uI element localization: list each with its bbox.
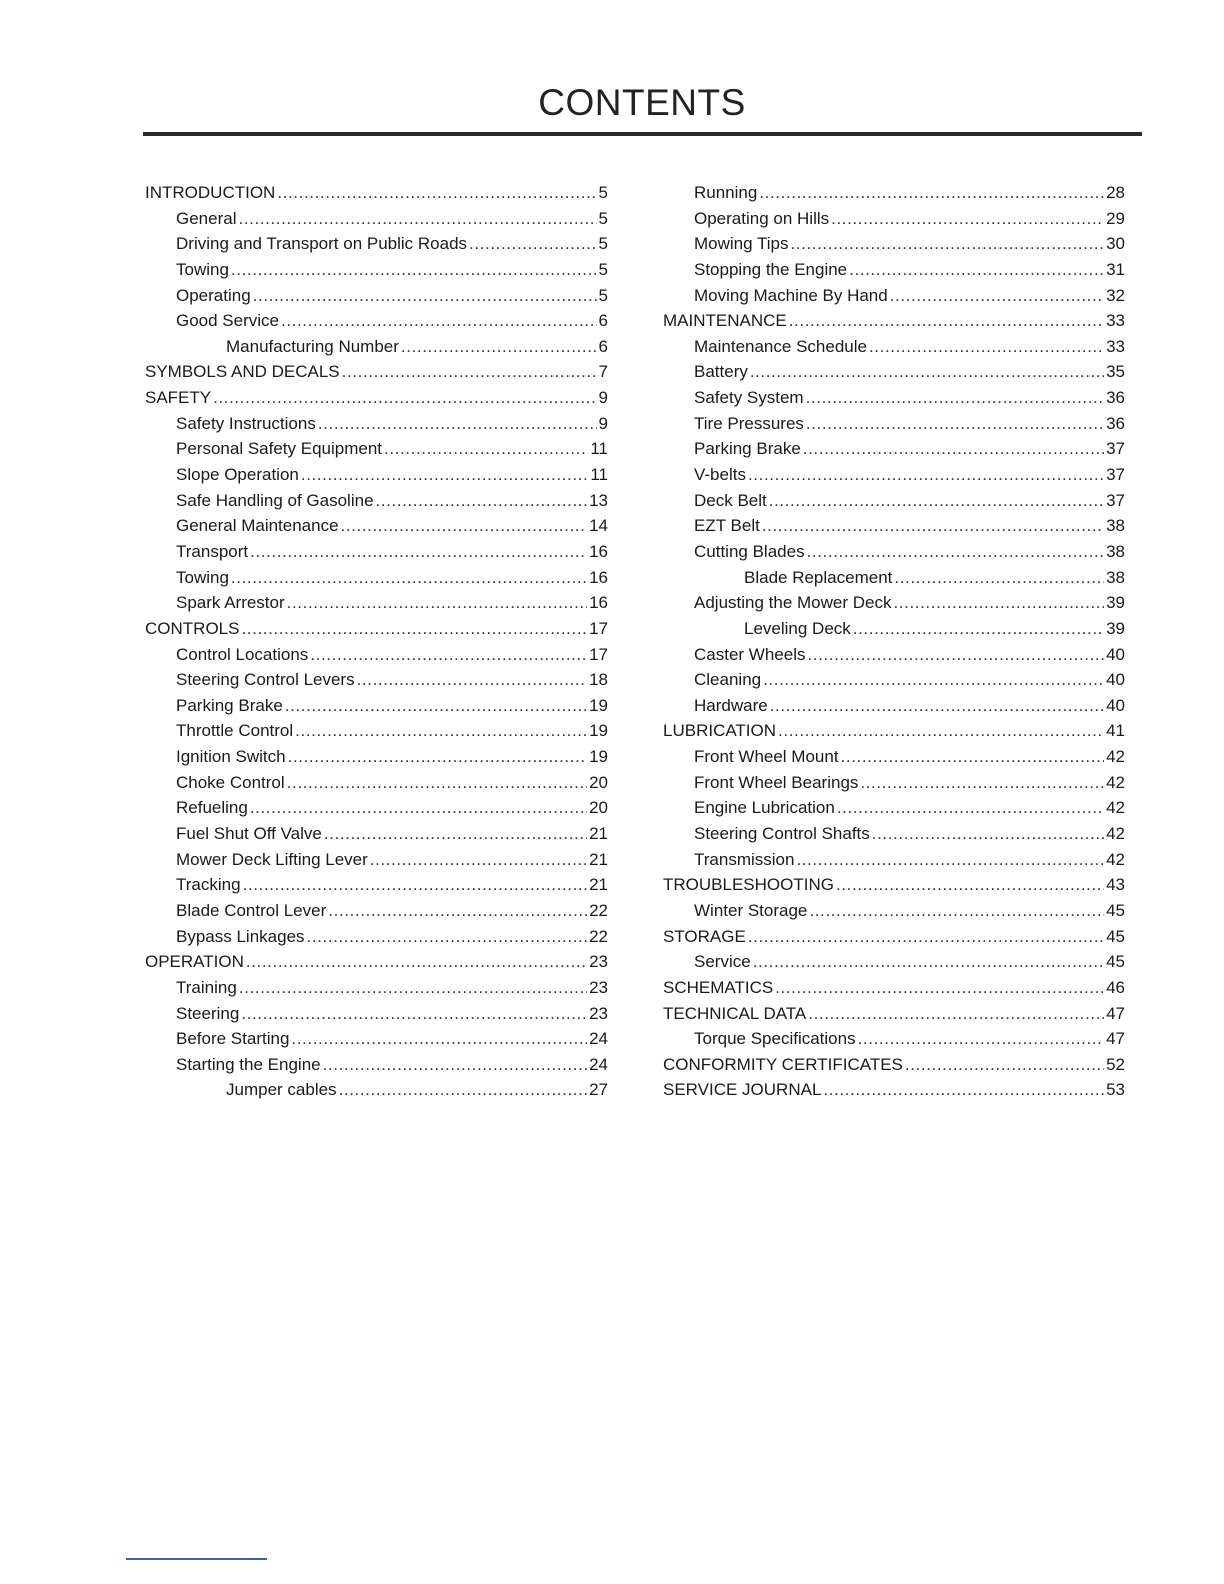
toc-entry-page-number: 23 [589,1003,608,1023]
dot-leader [342,359,597,385]
toc-entry-label: Blade Replacement [744,567,893,587]
dot-leader [285,693,587,719]
dot-leader [277,180,596,206]
toc-subsection-entry[interactable] [663,795,1125,821]
toc-subsection-entry[interactable] [145,975,608,1001]
toc-entry-page-number: 47 [1106,1003,1125,1023]
dot-leader [310,642,587,668]
toc-subsection-entry[interactable] [145,642,608,668]
toc-subsection-entry[interactable] [663,180,1125,206]
toc-entry-page-number: 28 [1106,183,1125,202]
toc-entry-label: EZT Belt [694,516,760,536]
toc-subsection-entry[interactable] [663,257,1125,283]
toc-entry-label: Refueling [176,798,248,818]
toc-subsection-entry[interactable] [663,1026,1125,1052]
toc-entry-page-number: 16 [589,541,608,561]
toc-entry-label: SAFETY [145,388,212,408]
toc-entry-page-number: 22 [589,900,608,920]
toc-entry-label: Operating on Hills [694,208,830,228]
toc-entry-page-number: 38 [1106,516,1125,536]
toc-entry-page-number: 11 [590,465,608,485]
toc-entry-page-number: 39 [1106,618,1125,638]
toc-subsection-entry[interactable] [663,949,1125,975]
toc-entry-page-number: 47 [1106,1029,1125,1049]
toc-entry-page-number: 31 [1106,259,1125,279]
dot-leader [231,565,587,591]
toc-entry-label: Manufacturing Number [226,336,399,356]
toc-entry-label: V-belts [694,465,746,485]
dot-leader [759,180,1104,206]
toc-subsection-entry[interactable] [145,308,608,334]
dot-leader [341,513,588,539]
toc-entry-label: TROUBLESHOOTING [663,875,834,895]
toc-section-entry[interactable] [663,308,1125,334]
dot-leader [301,462,588,488]
toc-subsection-entry[interactable] [145,770,608,796]
dot-leader [872,821,1104,847]
toc-subsection-entry[interactable] [145,539,608,565]
dot-leader [837,795,1104,821]
dot-leader [831,206,1104,232]
toc-entry-page-number: 16 [589,593,608,613]
toc-right-column [663,180,1125,1103]
dot-leader [796,847,1104,873]
dot-leader [790,231,1104,257]
toc-subsection-entry[interactable] [145,590,608,616]
toc-entry-label: CONFORMITY CERTIFICATES [663,1054,903,1074]
toc-subsection-entry[interactable] [145,1077,608,1103]
dot-leader [318,411,597,437]
toc-subsection-entry[interactable] [663,283,1125,309]
toc-entry-label: TECHNICAL DATA [663,1003,807,1023]
toc-subsection-entry[interactable] [145,283,608,309]
toc-subsection-entry[interactable] [145,898,608,924]
dot-leader [246,949,587,975]
toc-subsection-entry[interactable] [663,539,1125,565]
toc-subsection-entry[interactable] [663,616,1125,642]
toc-entry-label: Parking Brake [694,439,801,459]
toc-entry-label: Moving Machine By Hand [694,285,888,305]
toc-entry-page-number: 7 [598,362,608,382]
toc-entry-label: Jumper cables [226,1080,337,1100]
toc-entry-page-number: 42 [1106,824,1125,844]
dot-leader [807,539,1105,565]
toc-entry-page-number: 11 [590,439,608,459]
toc-entry-label: Driving and Transport on Public Roads [176,234,468,254]
toc-subsection-entry[interactable] [663,385,1125,411]
toc-subsection-entry[interactable] [145,667,608,693]
toc-subsection-entry[interactable] [145,334,608,360]
toc-subsection-entry[interactable] [663,359,1125,385]
toc-entry-label: Tracking [176,875,241,895]
toc-entry-page-number: 53 [1106,1080,1125,1100]
toc-entry-label: Slope Operation [176,465,299,485]
toc-subsection-entry[interactable] [145,231,608,257]
toc-subsection-entry[interactable] [145,744,608,770]
toc-entry-page-number: 6 [598,336,608,356]
toc-section-entry[interactable] [663,924,1125,950]
dot-leader [893,590,1104,616]
toc-entry-page-number: 24 [589,1054,608,1074]
toc-entry-label: INTRODUCTION [145,183,276,202]
toc-entry-page-number: 9 [598,388,608,408]
toc-entry-label: Cleaning [694,670,762,690]
toc-entry-label: Bypass Linkages [176,926,305,946]
dot-leader [324,821,587,847]
toc-entry-label: Parking Brake [176,695,283,715]
toc-entry-page-number: 19 [589,695,608,715]
dot-leader [376,488,588,514]
footer-link-underline [126,1558,267,1560]
toc-entry-label: Caster Wheels [694,644,806,664]
toc-entry-page-number: 9 [598,413,608,433]
dot-leader [807,642,1104,668]
toc-entry-page-number: 19 [589,747,608,767]
toc-entry-label: Stopping the Engine [694,259,848,279]
dot-leader [860,770,1104,796]
toc-entry-page-number: 42 [1106,849,1125,869]
toc-entry-label: Leveling Deck [744,618,851,638]
toc-entry-page-number: 36 [1106,388,1125,408]
toc-entry-label: Mower Deck Lifting Lever [176,849,368,869]
dot-leader [288,744,587,770]
toc-entry-label: LUBRICATION [663,721,777,741]
toc-entry-label: General Maintenance [176,516,339,536]
toc-entry-label: Winter Storage [694,900,808,920]
toc-entry-label: Towing [176,259,229,279]
toc-entry-label: Torque Specifications [694,1029,856,1049]
toc-entry-label: Control Locations [176,644,309,664]
toc-section-entry[interactable] [663,1052,1125,1078]
toc-entry-page-number: 29 [1106,208,1125,228]
toc-entry-page-number: 40 [1106,695,1125,715]
toc-entry-page-number: 20 [589,772,608,792]
dot-leader [241,616,587,642]
dot-leader [809,898,1104,924]
toc-subsection-entry[interactable] [663,513,1125,539]
toc-entry-page-number: 38 [1106,567,1125,587]
toc-entry-label: Blade Control Lever [176,900,327,920]
toc-entry-page-number: 17 [589,644,608,664]
toc-entry-label: Transmission [694,849,795,869]
dot-leader [762,513,1104,539]
toc-subsection-entry[interactable] [145,1026,608,1052]
page-title: CONTENTS [538,82,746,123]
dot-leader [384,436,588,462]
toc-entry-label: Transport [176,541,249,561]
toc-entry-page-number: 30 [1106,234,1125,254]
toc-entry-label: Adjusting the Mower Deck [694,593,892,613]
dot-leader [748,462,1104,488]
toc-subsection-entry[interactable] [145,872,608,898]
toc-entry-page-number: 19 [589,721,608,741]
dot-leader [890,283,1104,309]
toc-entry-page-number: 17 [589,618,608,638]
toc-subsection-entry[interactable] [663,667,1125,693]
dot-leader [894,565,1104,591]
dot-leader [836,872,1104,898]
dot-leader [823,1077,1104,1103]
toc-entry-page-number: 20 [589,798,608,818]
toc-subsection-entry[interactable] [145,488,608,514]
toc-subsection-entry[interactable] [145,411,608,437]
toc-entry-page-number: 52 [1106,1054,1125,1074]
toc-subsection-entry[interactable] [145,924,608,950]
toc-entry-label: Personal Safety Equipment [176,439,383,459]
dot-leader [241,1001,587,1027]
toc-entry-page-number: 16 [589,567,608,587]
dot-leader [841,744,1105,770]
toc-subsection-entry[interactable] [145,693,608,719]
toc-entry-page-number: 42 [1106,772,1125,792]
toc-subsection-entry[interactable] [663,898,1125,924]
toc-entry-page-number: 24 [589,1029,608,1049]
toc-entry-label: Before Starting [176,1029,290,1049]
dot-leader [750,359,1104,385]
toc-section-entry[interactable] [663,718,1125,744]
title-divider [143,132,1142,136]
toc-subsection-entry[interactable] [663,462,1125,488]
dot-leader [806,385,1104,411]
toc-section-entry[interactable] [663,872,1125,898]
toc-entry-label: Steering Control Shafts [694,824,870,844]
dot-leader [238,206,596,232]
dot-leader [849,257,1104,283]
toc-subsection-entry[interactable] [663,590,1125,616]
toc-section-entry[interactable] [145,949,608,975]
toc-subsection-entry[interactable] [663,821,1125,847]
dot-leader [250,795,587,821]
toc-subsection-entry[interactable] [663,770,1125,796]
toc-entry-label: Choke Control [176,772,285,792]
toc-entry-label: SYMBOLS AND DECALS [145,362,340,382]
dot-leader [287,590,587,616]
toc-section-entry[interactable] [145,616,608,642]
toc-entry-page-number: 46 [1106,977,1125,997]
toc-entry-label: Training [176,977,237,997]
toc-entry-label: Engine Lubrication [694,798,835,818]
toc-entry-page-number: 37 [1106,439,1125,459]
toc-entry-label: Good Service [176,311,279,331]
toc-entry-page-number: 23 [589,977,608,997]
toc-entry-label: Front Wheel Mount [694,747,839,767]
toc-entry-label: Spark Arrestor [176,593,285,613]
dot-leader [328,898,587,924]
toc-section-entry[interactable] [145,180,608,206]
toc-entry-page-number: 40 [1106,670,1125,690]
toc-entry-page-number: 37 [1106,465,1125,485]
toc-entry-page-number: 42 [1106,747,1125,767]
toc-entry-label: Service [694,952,751,972]
dot-leader [770,693,1104,719]
dot-leader [357,667,587,693]
toc-subsection-entry[interactable] [663,642,1125,668]
toc-entry-page-number: 37 [1106,490,1125,510]
toc-section-entry[interactable] [663,1001,1125,1027]
toc-subsection-entry[interactable] [663,488,1125,514]
toc-entry-page-number: 14 [589,516,608,536]
toc-entry-label: Steering [176,1003,240,1023]
toc-entry-page-number: 22 [589,926,608,946]
dot-leader [370,847,587,873]
toc-section-entry[interactable] [663,975,1125,1001]
toc-entry-page-number: 5 [598,208,608,228]
toc-subsection-entry[interactable] [145,436,608,462]
dot-leader [753,949,1104,975]
toc-entry-page-number: 33 [1106,336,1125,356]
dot-leader [469,231,596,257]
dot-leader [253,283,597,309]
toc-subsection-entry[interactable] [663,334,1125,360]
toc-entry-label: Front Wheel Bearings [694,772,859,792]
toc-entry-label: Operating [176,285,251,305]
toc-entry-page-number: 5 [598,259,608,279]
toc-subsection-entry[interactable] [663,206,1125,232]
toc-entry-page-number: 21 [589,849,608,869]
toc-entry-page-number: 18 [589,670,608,690]
toc-entry-label: Cutting Blades [694,541,805,561]
dot-leader [231,257,597,283]
toc-entry-page-number: 33 [1106,311,1125,331]
dot-leader [763,667,1104,693]
dot-leader [287,770,587,796]
dot-leader [281,308,597,334]
dot-leader [803,436,1104,462]
toc-entry-page-number: 45 [1106,900,1125,920]
dot-leader [243,872,588,898]
toc-entry-label: Starting the Engine [176,1054,321,1074]
toc-entry-page-number: 36 [1106,413,1125,433]
toc-subsection-entry[interactable] [663,231,1125,257]
dot-leader [775,975,1104,1001]
dot-leader [769,488,1104,514]
toc-entry-page-number: 42 [1106,798,1125,818]
toc-entry-label: Safety System [694,388,804,408]
toc-subsection-entry[interactable] [145,1001,608,1027]
toc-entry-label: Safe Handling of Gasoline [176,490,374,510]
dot-leader [808,1001,1104,1027]
toc-entry-label: Steering Control Levers [176,670,355,690]
toc-entry-label: SCHEMATICS [663,977,774,997]
toc-subsection-entry[interactable] [145,462,608,488]
toc-subsection-entry[interactable] [663,693,1125,719]
dot-leader [323,1052,587,1078]
toc-entry-page-number: 43 [1106,875,1125,895]
dot-leader [748,924,1104,950]
toc-entry-page-number: 41 [1106,721,1125,741]
toc-subsection-entry[interactable] [663,847,1125,873]
toc-entry-page-number: 45 [1106,926,1125,946]
toc-subsection-entry[interactable] [663,436,1125,462]
dot-leader [806,411,1104,437]
toc-entry-label: Safety Instructions [176,413,316,433]
dot-leader [869,334,1104,360]
toc-entry-page-number: 21 [589,875,608,895]
dot-leader [905,1052,1104,1078]
toc-entry-label: General [176,208,237,228]
toc-entry-label: Fuel Shut Off Valve [176,824,322,844]
toc-entry-page-number: 5 [598,285,608,305]
dot-leader [213,385,596,411]
toc-entry-label: OPERATION [145,952,244,972]
toc-section-entry[interactable] [145,385,608,411]
dot-leader [295,718,587,744]
dot-leader [401,334,597,360]
toc-entry-label: Tire Pressures [694,413,804,433]
toc-entry-page-number: 40 [1106,644,1125,664]
toc-entry-label: Battery [694,362,748,382]
toc-entry-page-number: 45 [1106,952,1125,972]
toc-entry-page-number: 5 [598,234,608,254]
toc-entry-page-number: 39 [1106,593,1125,613]
toc-entry-label: MAINTENANCE [663,311,787,331]
toc-entry-label: Running [694,183,758,202]
toc-entry-label: Ignition Switch [176,747,286,767]
toc-entry-label: Towing [176,567,229,587]
dot-leader [250,539,587,565]
toc-section-entry[interactable] [663,1077,1125,1103]
toc-entry-label: STORAGE [663,926,746,946]
toc-subsection-entry[interactable] [145,513,608,539]
dot-leader [853,616,1104,642]
toc-entry-page-number: 6 [598,311,608,331]
toc-subsection-entry[interactable] [145,847,608,873]
toc-subsection-entry[interactable] [663,565,1125,591]
toc-entry-page-number: 32 [1106,285,1125,305]
toc-entry-page-number: 5 [598,183,608,202]
toc-subsection-entry[interactable] [145,257,608,283]
dot-leader [307,924,588,950]
toc-left-column [145,180,608,1103]
dot-leader [778,718,1104,744]
toc-subsection-entry[interactable] [145,821,608,847]
toc-subsection-entry[interactable] [145,1052,608,1078]
toc-entry-label: Throttle Control [176,721,294,741]
dot-leader [339,1077,588,1103]
dot-leader [858,1026,1104,1052]
dot-leader [789,308,1104,334]
toc-entry-label: Hardware [694,695,768,715]
toc-entry-page-number: 38 [1106,541,1125,561]
toc-entry-page-number: 27 [589,1080,608,1100]
toc-entry-label: CONTROLS [145,618,240,638]
dot-leader [239,975,587,1001]
toc-entry-page-number: 35 [1106,362,1125,382]
toc-entry-label: Deck Belt [694,490,767,510]
toc-subsection-entry[interactable] [663,744,1125,770]
toc-entry-page-number: 23 [589,952,608,972]
toc-section-entry[interactable] [145,359,608,385]
toc-entry-label: Mowing Tips [694,234,789,254]
toc-subsection-entry[interactable] [145,206,608,232]
toc-subsection-entry[interactable] [145,795,608,821]
toc-entry-label: SERVICE JOURNAL [663,1080,822,1100]
toc-entry-page-number: 21 [589,824,608,844]
toc-subsection-entry[interactable] [145,718,608,744]
toc-entry-label: Maintenance Schedule [694,336,867,356]
dot-leader [291,1026,587,1052]
toc-subsection-entry[interactable] [145,565,608,591]
toc-entry-page-number: 13 [589,490,608,510]
toc-subsection-entry[interactable] [663,411,1125,437]
